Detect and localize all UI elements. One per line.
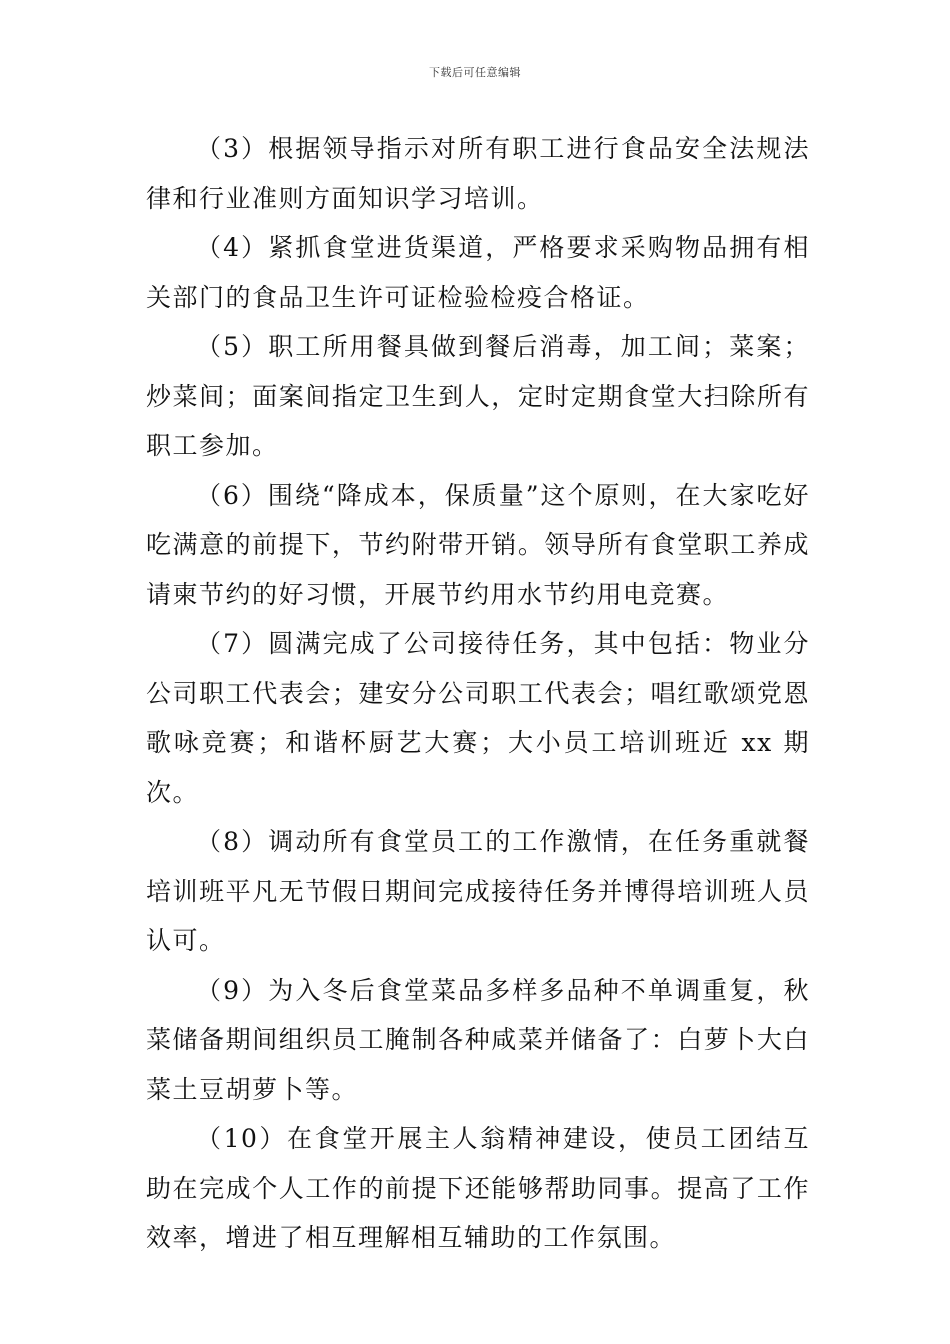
paragraph-4: （4）紧抓食堂进货渠道，严格要求采购物品拥有相关部门的食品卫生许可证检验检疫合格证。	[146, 233, 810, 312]
paragraph-8: （8）调动所有食堂员工的工作激情，在任务重就餐培训班平凡无节假日期间完成接待任务并博得培训班人员认可。	[146, 827, 810, 955]
paragraph-10: （10）在食堂开展主人翁精神建设，使员工团结互助在完成个人工作的前提下还能够帮助同事。提高了工作效率，增进了相互理解相互辅助的工作氛围。	[146, 1124, 810, 1252]
paragraph-5: （5）职工所用餐具做到餐后消毒，加工间；菜案；炒菜间；面案间指定卫生到人，定时定期食堂大扫除所有职工参加。	[146, 332, 810, 460]
document-body	[146, 124, 810, 1263]
paragraph-7: （7）圆满完成了公司接待任务，其中包括：物业分公司职工代表会；建安分公司职工代表会；唱红歌颂党恩歌咏竞赛；和谐杯厨艺大赛；大小员工培训班近 xx 期次。	[146, 629, 810, 807]
header-note: 下载后可任意编辑	[429, 66, 521, 79]
paragraph-3: （3）根据领导指示对所有职工进行食品安全法规法律和行业准则方面知识学习培训。	[146, 134, 810, 213]
paragraph-6: （6）围绕“降成本，保质量”这个原则，在大家吃好吃满意的前提下，节约附带开销。领导所有食堂职工养成请柬节约的好习惯，开展节约用水节约用电竞赛。	[146, 480, 810, 609]
paragraph-9: （9）为入冬后食堂菜品多样多品种不单调重复，秋菜储备期间组织员工腌制各种咸菜并储备了：白萝卜大白菜土豆胡萝卜等。	[146, 975, 810, 1104]
